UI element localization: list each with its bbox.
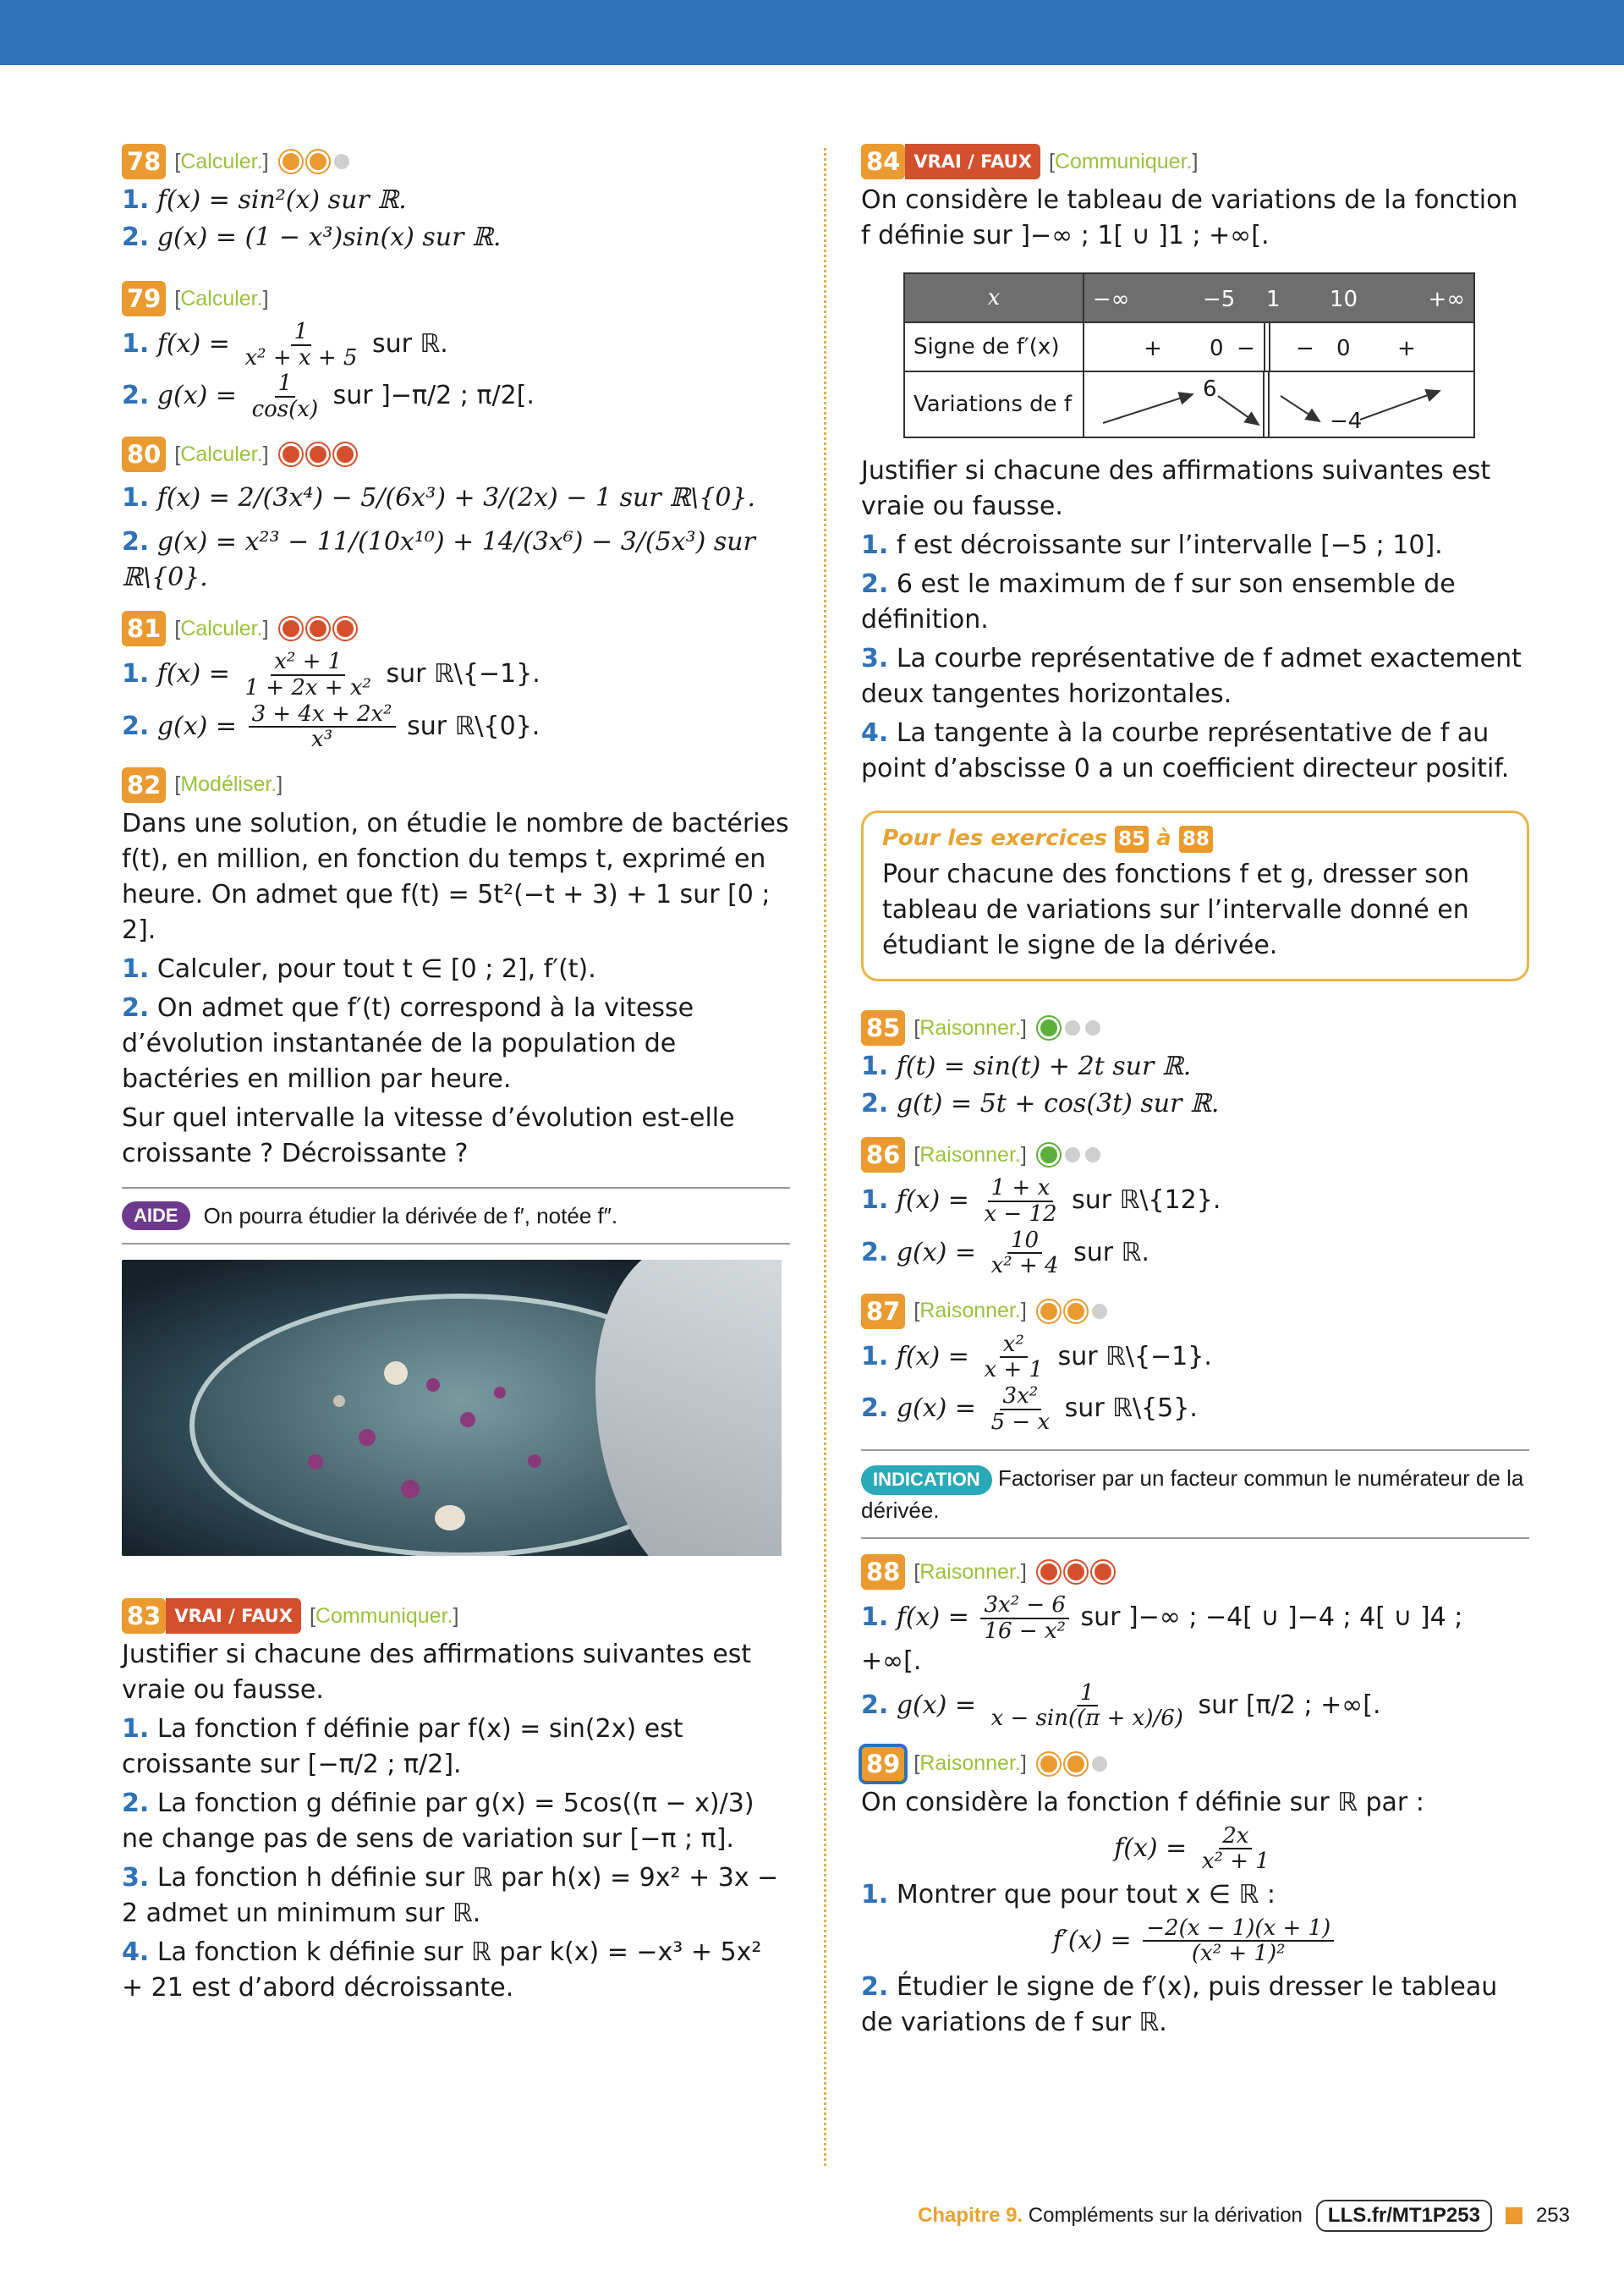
skill-tag: Raisonner.	[919, 1142, 1021, 1167]
right-column	[861, 144, 1529, 2056]
exercise-number: 79	[122, 281, 166, 316]
domain: sur ℝ\{5}.	[1064, 1393, 1198, 1424]
numerator: 3 + 4x + 2x²	[249, 702, 396, 728]
from-exercise: 85	[1115, 826, 1149, 853]
fraction	[1199, 1824, 1273, 1874]
denominator: 16 − x²	[984, 1618, 1066, 1644]
exercise-89: 89 [Raisonner.] On considère la fonction f définie sur ℝ par : f(x) = $\frac{2x}{\text{x² + 1}}$ 1. Montrer que pour tout x ∈ ℝ : f′(x) = $\frac{-2(x - 1)(x + 1)}{\text{(x² + 1)²}}$ 2. Étudier le signe de f′(x), puis dresser le tableau de variations de f sur ℝ.	[861, 1746, 1529, 2041]
numerator: −2(x − 1)(x + 1)	[1143, 1916, 1334, 1943]
difficulty-dots	[277, 443, 359, 465]
difficulty-dot-icon	[1065, 1561, 1087, 1583]
denominator: 5 − x	[990, 1409, 1051, 1435]
instruction-box	[861, 811, 1529, 981]
exercise-82: 82 [Modéliser.] Dans une solution, on étudie le nombre de bactéries f(t), en million, en fonction du temps t, exprimé en heure. On admet que f(t) = 5t²(−t + 3) + 1 sur [0 ; 2]. 1. Calculer, pour tout t ∈ [0 ; 2], f′(t). 2. On admet que f′(t) correspond à la vitesse d’évolution instantanée de la population de bactéries en million par heure. Sur quel intervalle la vitesse d’évolution est-elle croissante ? Décroissante ? AIDE On pourra étudier la dérivée de f′, notée f″.	[122, 767, 790, 1556]
sign: 0	[1336, 336, 1351, 361]
exercise-79: 79 [Calculer.] 1. f(x) = $\frac{1}{\text{x² + x + 5}}$ sur ℝ. 2. g(x) = $\frac{1}{\cos(x)}$ sur ]−π/2 ; π/2[.	[122, 281, 790, 421]
to-exercise: 88	[1179, 826, 1213, 853]
skill-tag: Raisonner.	[919, 1559, 1021, 1584]
x-value: −∞	[1093, 287, 1130, 312]
fraction	[241, 320, 360, 370]
domain: sur ]−∞ ; −4[ ∪ ]−4 ; 4[ ∪ ]4 ; +∞[.	[861, 1602, 1463, 1676]
question: La courbe représentative de f admet exactement deux tangentes horizontales.	[861, 644, 1522, 709]
colony	[384, 1361, 408, 1385]
numerator: 2x	[1219, 1824, 1252, 1850]
x-value: 1	[1266, 287, 1281, 312]
chapter-number: Chapitre 9.	[918, 2204, 1023, 2227]
difficulty-dot-icon	[1038, 1144, 1060, 1166]
skill-tag: Communiquer.	[315, 1603, 453, 1628]
difficulty-dots	[1035, 1753, 1110, 1775]
exercise-85: 85 [Raisonner.] 1. f(t) = sin(t) + 2t sur ℝ. 2. g(t) = 5t + cos(3t) sur ℝ.	[861, 1010, 1529, 1122]
difficulty-dot-icon	[307, 151, 329, 173]
difficulty-dot-icon	[307, 443, 329, 465]
denominator: 1 + 2x + x²	[244, 674, 371, 701]
question: g(x) = (1 − x³)sin(x) sur ℝ.	[156, 223, 502, 252]
increasing-arrow	[1360, 391, 1440, 420]
skill-tag: Raisonner.	[919, 1015, 1021, 1040]
question: f(t) = sin(t) + 2t sur ℝ.	[896, 1052, 1192, 1082]
question: Montrer que pour tout x ∈ ℝ :	[896, 1879, 1276, 1910]
column-divider	[824, 148, 826, 2166]
variation-row	[904, 371, 1474, 437]
fraction-lhs: g(x) =	[896, 1393, 977, 1424]
gloved-hand	[595, 1260, 782, 1556]
exercise-number: 81	[122, 611, 166, 646]
difficulty-dot-icon	[1092, 1561, 1114, 1583]
exercise-84: 84 VRAI / FAUX [Communiquer.] On considère le tableau de variations de la fonction f définie sur ]−∞ ; 1[ ∪ ]1 ; +∞[. x −∞ −5 1 10 +∞ Signe de f′(x) + 0 − − 0 + Variations de f 6 −4 Justifier si chacune des affirmations suivantes est vraie ou fausse. 1. f est décroissante sur l’intervalle [−5 ; 10]. 2. 6 est le maximum de f sur son ensemble de définition. 3. La courbe représentative de f admet exactement deux tangentes horizontales. 4. La tangente à la courbe représentative de f au point d’abscisse 0 a un coefficient directeur positif.	[861, 144, 1529, 787]
exercise-intro: Dans une solution, on étudie le nombre de bactéries f(t), en million, en fonction du temps t, exprimé en heure. On admet que f(t) = 5t²(−t + 3) + 1 sur [0 ; 2].	[122, 808, 789, 945]
difficulty-dot-icon	[307, 618, 329, 640]
question: Calculer, pour tout t ∈ [0 ; 2], f′(t).	[156, 953, 596, 984]
page-number: 253	[1535, 2204, 1570, 2227]
domain: sur ℝ\{12}.	[1072, 1185, 1221, 1216]
difficulty-dot-icon	[1038, 1017, 1060, 1039]
instruction-text: Pour chacune des fonctions f et g, dresser son tableau de variations sur l’intervalle donné en étudiant le signe de la dérivée.	[882, 860, 1470, 961]
fraction-lhs: f(x) =	[896, 1602, 969, 1633]
difficulty-dot-empty-icon	[1085, 1147, 1100, 1162]
fraction	[980, 1176, 1060, 1226]
difficulty-dot-empty-icon	[1085, 1020, 1100, 1036]
numerator: 1	[275, 371, 296, 398]
difficulty-dot-icon	[1065, 1300, 1087, 1322]
instruction-title	[882, 823, 1508, 854]
difficulty-dot-empty-icon	[1092, 1304, 1107, 1319]
question: Étudier le signe de f′(x), puis dresser le tableau de variations de f sur ℝ.	[861, 1972, 1498, 2038]
variation-label: Variations de f	[904, 371, 1084, 437]
difficulty-dot-icon	[1038, 1300, 1060, 1322]
fraction-lhs: g(x) =	[896, 1690, 977, 1720]
decreasing-arrow	[1281, 396, 1320, 421]
difficulty-dot-empty-icon	[334, 154, 349, 169]
numerator: 3x² − 6	[980, 1593, 1068, 1619]
forbidden-value-bar	[1264, 323, 1270, 371]
exercise-number: 84	[861, 144, 905, 179]
difficulty-dots	[1035, 1017, 1103, 1039]
denominator: x³	[311, 727, 333, 753]
fraction-lhs: f(x) =	[1114, 1833, 1188, 1863]
variation-arrows	[1084, 371, 1474, 437]
hint-box	[122, 1187, 790, 1245]
x-value: +∞	[1428, 287, 1465, 312]
indication-box	[861, 1449, 1529, 1539]
question: g(t) = 5t + cos(3t) sur ℝ.	[896, 1089, 1220, 1119]
hint-text: On pourra étudier la dérivée de f′, notée f″.	[203, 1202, 618, 1228]
true-false-badge: VRAI / FAUX	[166, 1598, 301, 1634]
denominator: cos(x)	[251, 396, 319, 422]
exercise-number: 88	[861, 1554, 905, 1590]
difficulty-dot-icon	[1038, 1753, 1060, 1775]
numerator: x² + 1	[271, 650, 345, 676]
min-value: −4	[1330, 409, 1363, 434]
fraction	[249, 702, 396, 752]
difficulty-dot-icon	[334, 443, 356, 465]
fraction-lhs: f(x) =	[156, 329, 230, 360]
exercise-number: 86	[861, 1137, 905, 1173]
petri-dish-photo	[122, 1260, 782, 1556]
exercise-83: 83 VRAI / FAUX [Communiquer.] Justifier si chacune des affirmations suivantes est vraie ou fausse. 1. La fonction f définie par f(x) = sin(2x) est croissante sur [−π/2 ; π/2]. 2. La fonction g définie par g(x) = 5cos((π − x)/3) ne change pas de sens de variation sur [−π ; π]. 3. La fonction h définie sur ℝ par h(x) = 9x² + 3x − 2 admet un minimum sur ℝ. 4. La fonction k définie sur ℝ par k(x) = −x³ + 5x² + 21 est d’abord décroissante.	[122, 1598, 790, 2006]
difficulty-dots	[1035, 1300, 1110, 1322]
numerator: 10	[1007, 1228, 1042, 1255]
sign: +	[1397, 336, 1416, 361]
fraction	[988, 1228, 1062, 1278]
fraction	[980, 1333, 1046, 1382]
difficulty-dot-icon	[1065, 1753, 1087, 1775]
function-definition	[861, 1824, 1529, 1874]
fraction-lhs: f′(x) =	[1052, 1925, 1132, 1955]
x-values	[1084, 273, 1474, 322]
sign: −	[1237, 336, 1255, 361]
x-value: 10	[1330, 287, 1358, 312]
skill-tag: Raisonner.	[919, 1299, 1021, 1323]
sign: 0	[1210, 336, 1224, 361]
difficulty-dots	[1035, 1561, 1116, 1583]
question: 6 est le maximum de f sur son ensemble de définition.	[861, 569, 1456, 635]
difficulty-dot-icon	[1038, 1561, 1060, 1583]
variation-arrows-svg	[1084, 372, 1457, 437]
domain: sur ℝ.	[371, 329, 448, 360]
fraction	[988, 1681, 1187, 1731]
exercise-intro: On considère le tableau de variations de la fonction f définie sur ]−∞ ; 1[ ∪ ]1 ; +∞[.	[861, 185, 1518, 250]
exercise-number: 78	[122, 144, 166, 179]
fraction-lhs: g(x) =	[156, 711, 238, 741]
max-value: 6	[1203, 376, 1217, 402]
colony	[401, 1480, 420, 1498]
left-column	[122, 144, 790, 2021]
difficulty-dot-icon	[280, 443, 302, 465]
fraction-lhs: f(x) =	[896, 1185, 969, 1216]
difficulty-dot-icon	[334, 618, 356, 640]
top-banner	[0, 0, 1624, 65]
exercise-number: 83	[122, 1598, 166, 1634]
difficulty-dots	[1035, 1144, 1103, 1166]
fraction	[1143, 1916, 1334, 1966]
true-false-badge: VRAI / FAUX	[905, 144, 1040, 179]
domain: sur ℝ\{−1}.	[1057, 1341, 1212, 1371]
chapter-title: Compléments sur la dérivation	[1028, 2204, 1303, 2227]
difficulty-dots	[277, 618, 359, 640]
domain: sur ℝ\{−1}.	[386, 659, 540, 690]
difficulty-dots	[277, 151, 352, 173]
question: Sur quel intervalle la vitesse d’évolution est-elle croissante ? Décroissante ?	[122, 1102, 735, 1168]
increasing-arrow	[1103, 394, 1193, 423]
difficulty-dot-empty-icon	[1092, 1756, 1107, 1772]
skill-tag: Communiquer.	[1054, 149, 1193, 173]
x-row	[904, 273, 1474, 322]
sign-row	[904, 322, 1474, 371]
difficulty-dot-icon	[280, 618, 302, 640]
exercise-80: 80 [Calculer.] 1. f(x) = 2/(3x⁴) − 5/(6x³) + 3/(2x) − 1 sur ℝ\{0}. 2. g(x) = x²³ − 11/(10x¹⁰) + 14/(3x⁶) − 3/(5x³) sur ℝ\{0}.	[122, 437, 790, 596]
derivative-formula	[861, 1916, 1529, 1966]
indication-text: Factoriser par un facteur commun le numérateur de la dérivée.	[861, 1465, 1524, 1523]
exercise-number: 82	[122, 767, 166, 803]
sign: −	[1296, 336, 1314, 361]
sign-values	[1084, 322, 1474, 371]
numerator: 1	[291, 320, 312, 346]
difficulty-dot-empty-icon	[1065, 1020, 1080, 1036]
colony	[359, 1429, 376, 1446]
fraction	[241, 650, 374, 700]
fraction	[980, 1593, 1068, 1643]
difficulty-dot-empty-icon	[1065, 1147, 1080, 1162]
question: La tangente à la courbe représentative de f au point d’abscisse 0 a un coefficient directeur positif.	[861, 718, 1510, 783]
denominator: x² + 4	[990, 1253, 1059, 1279]
denominator: x − 12	[984, 1201, 1057, 1227]
question: On admet que f′(t) correspond à la vitesse d’évolution instantanée de la population de bactéries en million par heure.	[122, 992, 694, 1094]
question: g(x) = x²³ − 11/(10x¹⁰) + 14/(3x⁶) − 3/(5x³) sur ℝ\{0}.	[122, 527, 755, 593]
x-value: −5	[1203, 287, 1236, 312]
variation-table	[903, 272, 1475, 438]
exercise-number: 80	[122, 437, 166, 472]
fraction	[249, 371, 322, 421]
instruction-title-text: Pour les exercices	[882, 826, 1108, 851]
exercise-78: 78 [Calculer.] 1. f(x) = sin²(x) sur ℝ. 2. g(x) = (1 − x³)sin(x) sur ℝ.	[122, 144, 790, 256]
exercise-87: 87 [Raisonner.] 1. f(x) = $\frac{\text{x²}}{x + 1}$ sur ℝ\{−1}. 2. g(x) = $\frac{\text{3x²}}{5 - x}$ sur ℝ\{5}. INDICATION Factoriser par un facteur commun le numérateur de la dérivée.	[861, 1294, 1529, 1540]
skill-tag: Calculer.	[180, 149, 263, 173]
exercise-intro: Justifier si chacune des affirmations suivantes est vraie ou fausse.	[122, 1640, 752, 1706]
difficulty-dot-icon	[280, 151, 302, 173]
denominator: x² + x + 5	[244, 344, 358, 371]
resource-link[interactable]: LLS.fr/MT1P253	[1316, 2200, 1492, 2232]
question: La fonction k définie sur ℝ par k(x) = −x³ + 5x² + 21 est d’abord décroissante.	[122, 1937, 762, 2003]
sign-label: Signe de f′(x)	[904, 322, 1084, 371]
fraction-lhs: g(x) =	[156, 381, 238, 411]
colony	[435, 1505, 465, 1530]
skill-tag: Modéliser.	[180, 772, 277, 797]
sign: +	[1144, 336, 1162, 361]
question-intro: Justifier si chacune des affirmations suivantes est vraie ou fausse.	[861, 456, 1491, 521]
hint-label: AIDE	[122, 1201, 190, 1231]
numerator: 3x²	[1000, 1384, 1042, 1410]
page-marker-icon	[1506, 2207, 1522, 2224]
fraction-lhs: f(x) =	[156, 659, 230, 690]
exercise-intro: On considère la fonction f définie sur ℝ par :	[861, 1787, 1424, 1817]
skill-tag: Calculer.	[180, 442, 263, 466]
fraction-lhs: g(x) =	[896, 1237, 977, 1267]
page-footer	[918, 2200, 1570, 2232]
denominator: x + 1	[984, 1357, 1044, 1383]
numerator: x²	[1000, 1333, 1028, 1359]
exercise-88: 88 [Raisonner.] 1. f(x) = $\frac{\text{3x² − 6}}{\text{16 − x²}}$ sur ]−∞ ; −4[ ∪ ]−4 ; 4[ ∪ ]4 ; +∞[. 2. g(x) = $\frac{1}{x - \sin((\pi + x)/6)}$ sur [π/2 ; +∞[.	[861, 1554, 1529, 1730]
domain: sur ℝ.	[1073, 1237, 1149, 1267]
numerator: 1 + x	[988, 1176, 1054, 1202]
skill-tag: Raisonner.	[919, 1751, 1021, 1776]
denominator: x² + 1	[1201, 1849, 1270, 1875]
question: f(x) = 2/(3x⁴) − 5/(6x³) + 3/(2x) − 1 sur ℝ\{0}.	[156, 483, 756, 514]
question: f est décroissante sur l’intervalle [−5 ; 10].	[896, 530, 1443, 560]
instruction-title-text: à	[1156, 826, 1171, 851]
numerator: 1	[1077, 1681, 1098, 1707]
question: La fonction h définie sur ℝ par h(x) = 9x² + 3x − 2 admet un minimum sur ℝ.	[122, 1863, 779, 1929]
question: La fonction f définie par f(x) = sin(2x) est croissante sur [−π/2 ; π/2].	[122, 1714, 683, 1780]
decreasing-arrow	[1218, 396, 1259, 425]
exercise-number: 87	[861, 1294, 905, 1329]
exercise-81: 81 [Calculer.] 1. f(x) = $\frac{\text{x² + 1}}{\text{1 + 2x + x²}}$ sur ℝ\{−1}. 2. g(x) = $\frac{\text{3 + 4x + 2x²}}{\text{x³}}$ sur ℝ\{0}.	[122, 611, 790, 751]
denominator: x − sin((π + x)/6)	[990, 1706, 1183, 1732]
skill-tag: Calculer.	[180, 616, 263, 640]
x-label: x	[904, 273, 1084, 322]
question: f(x) = sin²(x) sur ℝ.	[156, 185, 407, 215]
question: La fonction g définie par g(x) = 5cos((π − x)/3) ne change pas de sens de variation sur [−π ; π].	[122, 1789, 754, 1855]
domain: sur ℝ\{0}.	[407, 711, 540, 741]
skill-tag: Calculer.	[180, 286, 263, 310]
fraction	[988, 1384, 1054, 1434]
fraction-lhs: f(x) =	[896, 1341, 969, 1371]
exercise-number: 85	[861, 1010, 905, 1046]
indication-label: INDICATION	[861, 1465, 992, 1495]
exercise-number: 89	[861, 1746, 905, 1782]
denominator: (x² + 1)²	[1191, 1941, 1286, 1967]
domain: sur [π/2 ; +∞[.	[1198, 1690, 1381, 1720]
exercise-86: 86 [Raisonner.] 1. f(x) = $\frac{1 + x}{x - 12}$ sur ℝ\{12}. 2. g(x) = $\frac{10}{\text{x² + 4}}$ sur ℝ.	[861, 1137, 1529, 1278]
domain: sur ]−π/2 ; π/2[.	[332, 381, 535, 411]
